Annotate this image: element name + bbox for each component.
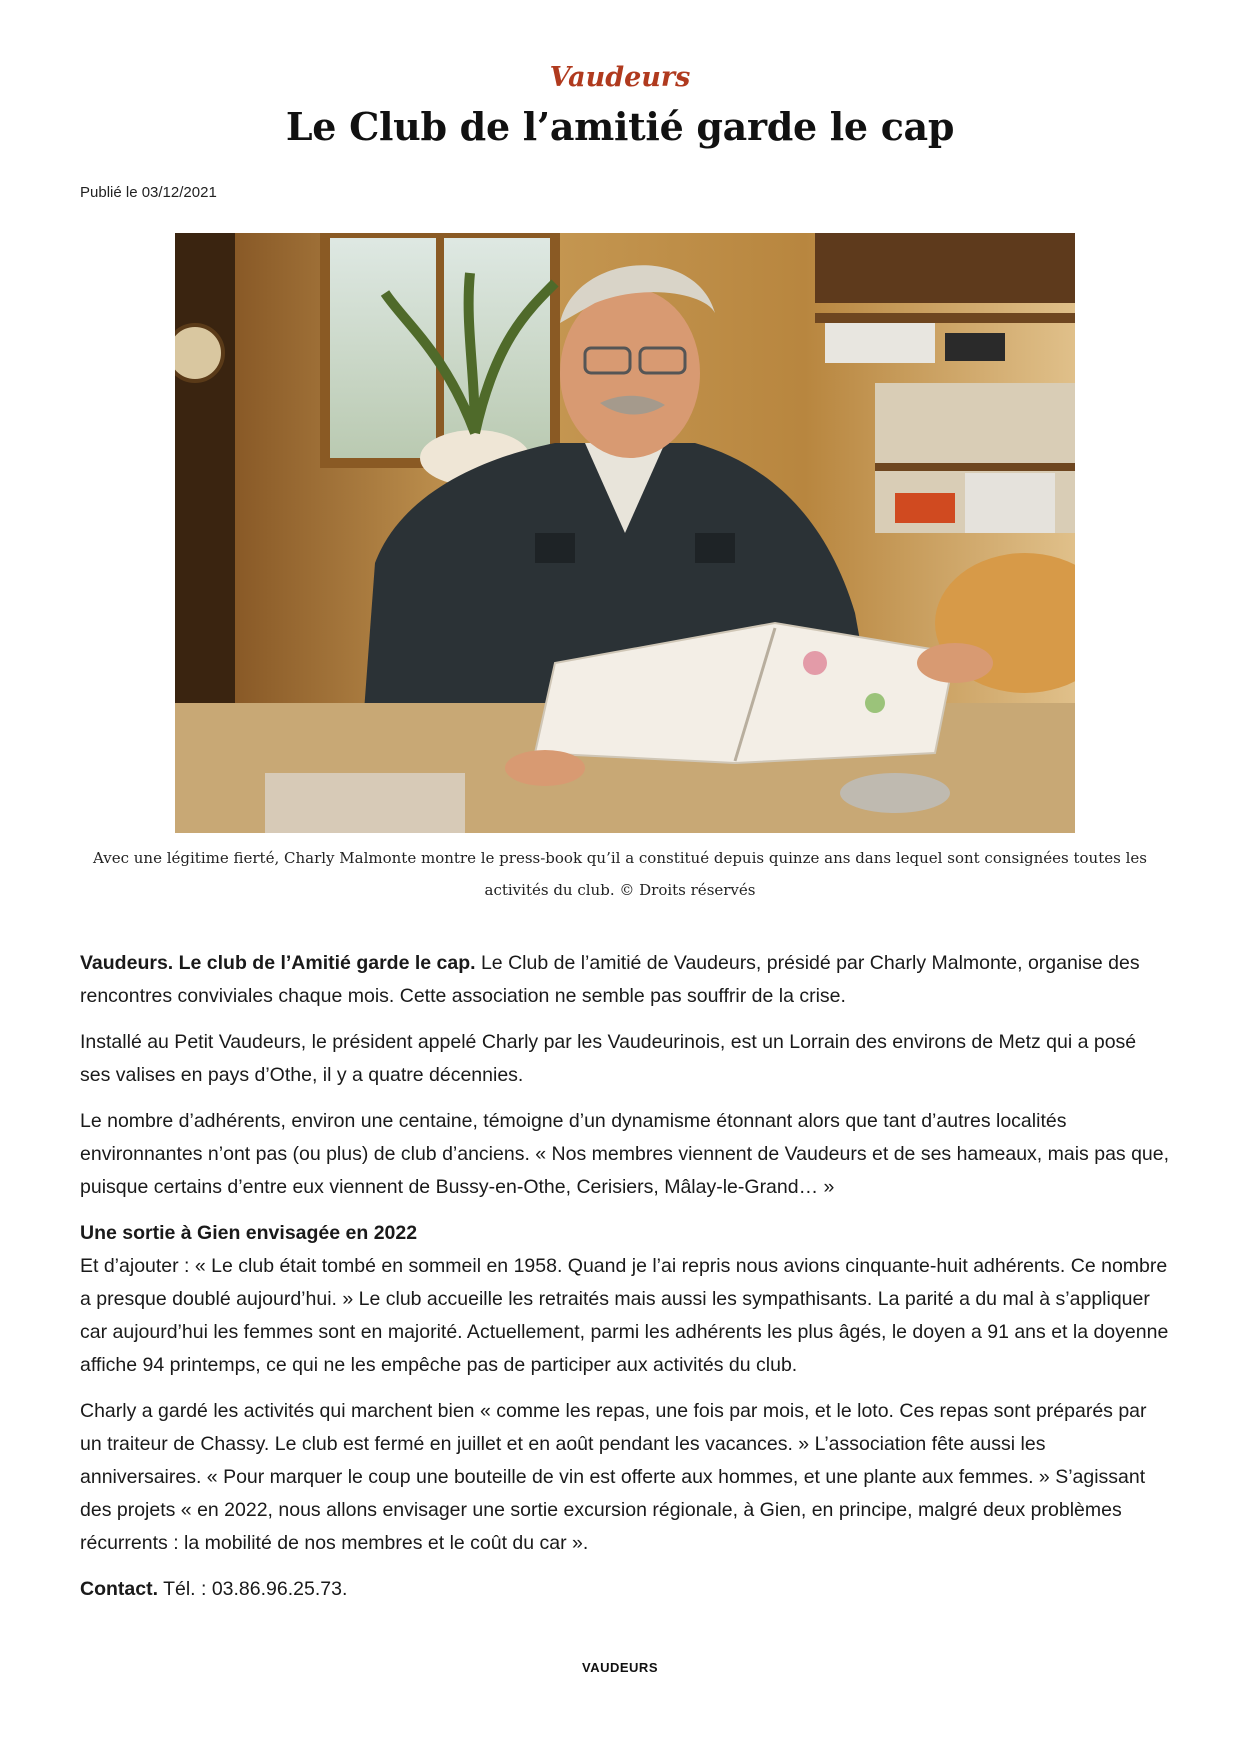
paragraph-3: Le nombre d’adhérents, environ une centaine, témoigne d’un dynamisme étonnant alors que tant d’autres localités environnantes n’ont pas (ou plus) de club d’anciens. « Nos membres viennent de Vaudeurs et de ses hameaux, mais pas que, puisque certains d’entre eux viennent de Bussy-en-Othe, Cerisiers, Mâlay-le-Grand… » [80,1110,1170,1198]
contact-line [80,1573,1170,1606]
photo-illustration [175,233,1075,833]
contact-phone: Tél. : 03.86.96.25.73. [158,1578,348,1600]
lead-paragraph [80,947,1170,1013]
article-body [80,947,1170,1619]
article-title: Le Club de l’amitié garde le cap [285,104,955,149]
publication-date: Publié le 03/12/2021 [80,184,217,201]
paragraph-5: Charly a gardé les activités qui marchent bien « comme les repas, une fois par mois, et le loto. Ces repas sont préparés par un traiteur de Chassy. Le club est fermé en juillet et en août pendant les vacances. » L’association fête aussi les anniversaires. « Pour marquer le coup une bouteille de vin est offerte aux hommes, et une plante aux femmes. » S’agissant des projets « en 2022, nous allons envisager une sortie excursion régionale, à Gien, en principe, malgré deux problèmes récurrents : la mobilité de nos membres et le coût du car ». [80,1400,1147,1554]
subheading: Une sortie à Gien envisagée en 2022 [80,1222,418,1244]
photo-caption: Avec une légitime fierté, Charly Malmonte montre le press-book qu’il a constitué depuis quinze ans dans lequel sont consignées toutes les activités du club. © Droits réservés [93,849,1147,899]
section-kicker: Vaudeurs [549,62,691,93]
lead-text: Le Club de l’amitié de Vaudeurs, présidé par Charly Malmonte, organise des rencontres conviviales chaque mois. Cette association ne semble pas souffrir de la crise. [80,952,1140,1007]
footer-tag: VAUDEURS [582,1660,658,1675]
lead-bold: Vaudeurs. Le club de l’Amitié garde le cap. [80,952,476,974]
contact-label: Contact. [80,1578,158,1600]
paragraph-2: Installé au Petit Vaudeurs, le président appelé Charly par les Vaudeurinois, est un Lorrain des environs de Metz qui a posé ses valises en pays d’Othe, il y a quatre décennies. [80,1031,1137,1086]
article-photo [175,233,1075,833]
paragraph-4: Et d’ajouter : « Le club était tombé en sommeil en 1958. Quand je l’ai repris nous avions cinquante-huit adhérents. Ce nombre a presque doublé aujourd’hui. » Le club accueille les retraités mais aussi les sympathisants. La parité a du mal à s’appliquer car aujourd’hui les femmes sont en majorité. Actuellement, parmi les adhérents les plus âgés, le doyen a 91 ans et la doyenne affiche 94 printemps, ce qui ne les empêche pas de participer aux activités du club. [80,1255,1169,1376]
